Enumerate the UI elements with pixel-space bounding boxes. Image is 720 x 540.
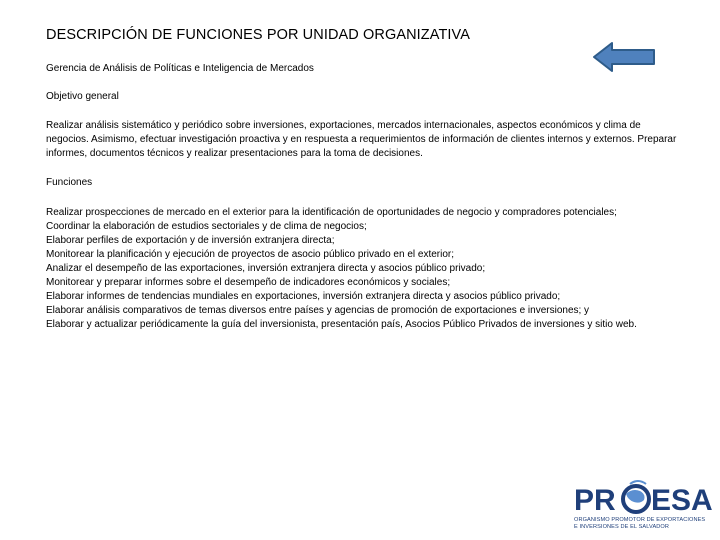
logo-word-left: PR bbox=[574, 484, 616, 517]
functions-list bbox=[46, 206, 686, 332]
logo-subtitle-line2: E INVERSIONES DE EL SALVADOR bbox=[574, 524, 670, 530]
functions-heading: Funciones bbox=[46, 177, 93, 188]
function-item: Monitorear y preparar informes sobre el desempeño de indicadores económicos y sociales; bbox=[46, 277, 451, 288]
function-item: Analizar el desempeño de las exportaciones, inversión extranjera directa y asocios público privado; bbox=[46, 263, 486, 274]
back-button[interactable] bbox=[592, 41, 656, 73]
page-title: DESCRIPCIÓN DE FUNCIONES POR UNIDAD ORGANIZATIVA bbox=[46, 27, 470, 43]
objective-body: Realizar análisis sistemático y periódico sobre inversiones, exportaciones, mercados internacionales, aspectos económicos y clima de negocios. Asimismo, efectuar investigación proactiva y en respuesta a requerimientos de información de clientes internos y externos. Preparar informes, documentos técnicos y realizar presentaciones para la toma de decisiones. bbox=[46, 120, 677, 159]
objective-heading: Objetivo general bbox=[46, 91, 119, 102]
function-item: Elaborar perfiles de exportación y de inversión extranjera directa; bbox=[46, 235, 335, 246]
function-item: Elaborar y actualizar periódicamente la guía del inversionista, presentación país, Asocios Público Privados de inversiones y sitio web. bbox=[46, 319, 637, 330]
back-arrow-icon bbox=[592, 41, 656, 73]
department-name: Gerencia de Análisis de Políticas e Inteligencia de Mercados bbox=[46, 63, 314, 74]
function-item: Realizar prospecciones de mercado en el exterior para la identificación de oportunidades de negocio y compradores potenciales; bbox=[46, 207, 617, 218]
logo-subtitle-line1: ORGANISMO PROMOTOR DE EXPORTACIONES bbox=[574, 517, 706, 523]
globe-icon bbox=[623, 481, 649, 512]
function-item: Elaborar análisis comparativos de temas diversos entre países y agencias de promoción de exportaciones e inversiones; y bbox=[46, 305, 590, 316]
logo-word-right: ESA bbox=[651, 484, 712, 517]
function-item: Elaborar informes de tendencias mundiales en exportaciones, inversión extranjera directa y asocios público privado; bbox=[46, 291, 561, 302]
function-item: Monitorear la planificación y ejecución de proyectos de asocio público privado en el exterior; bbox=[46, 249, 455, 260]
function-item: Coordinar la elaboración de estudios sectoriales y de clima de negocios; bbox=[46, 221, 367, 232]
logo-subtitle bbox=[574, 517, 705, 531]
